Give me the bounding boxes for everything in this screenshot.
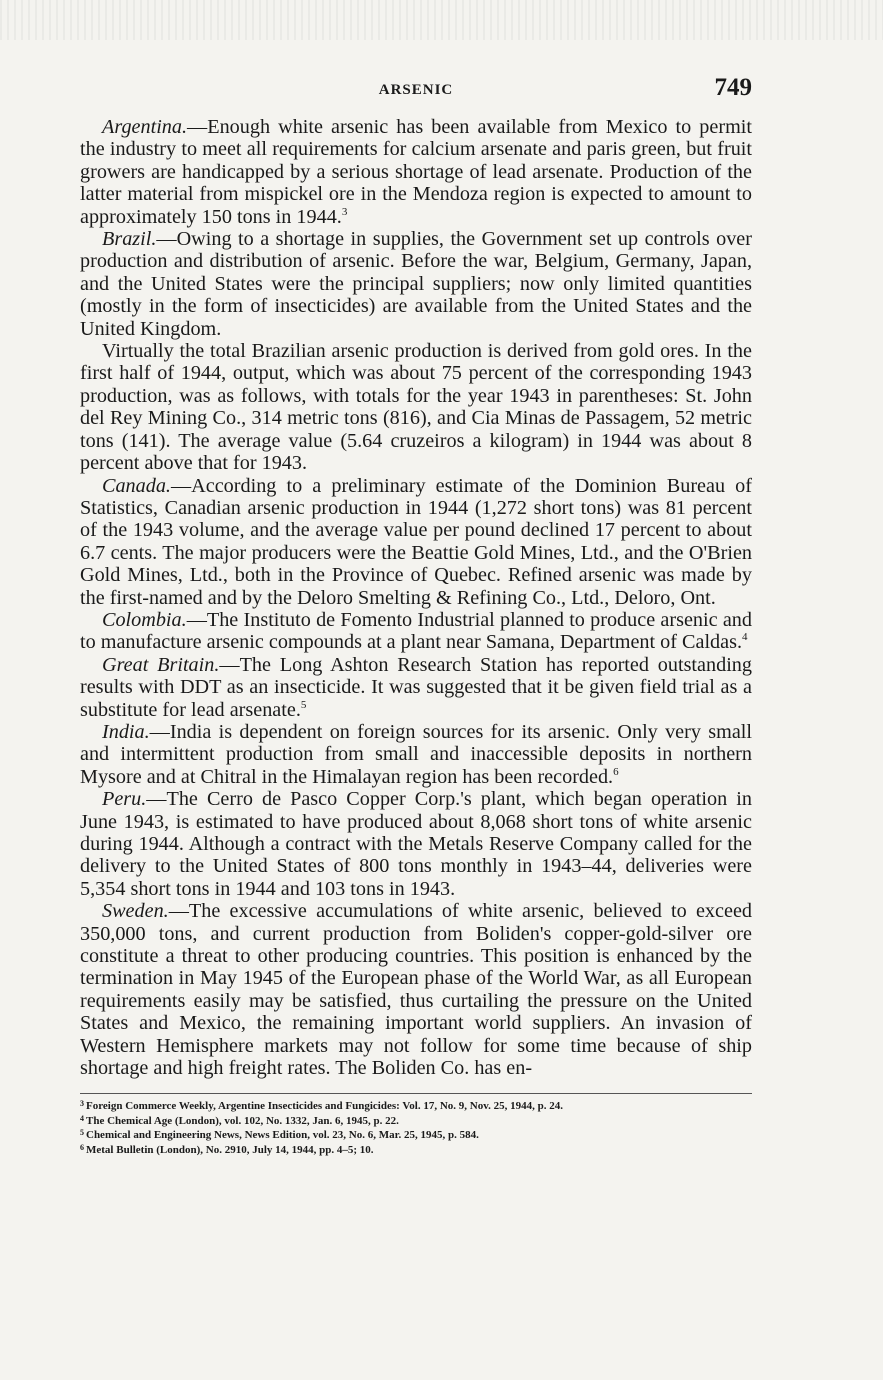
country-heading: Colombia. [102, 608, 187, 631]
body-text [80, 116, 752, 1079]
country-heading: Peru. [102, 788, 147, 811]
footnote-text: Foreign Commerce Weekly, Argentine Insecticides and Fungicides: Vol. 17, No. 9, Nov. 25, 1944, p. 24. [86, 1100, 563, 1113]
paragraph-text: —Enough white arsenic has been available from Mexico to permit the industry to meet all requirements for calcium arsenate and paris green, but fruit growers are handicapped by a serious shortage of lead arsenate. Production of the latter material from mispickel ore in the Mendoza region is expected to amount to approximately 150 tons in 1944. [80, 116, 752, 228]
paragraph-peru [80, 788, 752, 900]
footnotes [80, 1093, 752, 1156]
footnote-mark: 3 [80, 1099, 84, 1109]
paragraph-text: —The Instituto de Fomento Industrial planned to produce arsenic and to manufacture arsenic compounds at a plant near Samana, Department of Caldas. [80, 608, 752, 654]
paragraph-great-britain [80, 654, 752, 721]
country-heading: India. [102, 720, 150, 743]
paragraph-text: —The Cerro de Pasco Copper Corp.'s plant, which began operation in June 1943, is estimated to have produced about 8,068 short tons of white arsenic during 1944. Although a contract with the Metals Reserve Company called for the delivery to the United States of 800 tons monthly in 1943–44, deliveries were 5,354 short tons in 1944 and 103 tons in 1943. [80, 788, 752, 900]
paragraph-brazil-production [80, 340, 752, 474]
footnote-mark: 4 [80, 1113, 84, 1123]
footnote-text: The Chemical Age (London), vol. 102, No. 1332, Jan. 6, 1945, p. 22. [86, 1114, 399, 1127]
running-head: ARSENIC [378, 82, 454, 98]
footnote [80, 1127, 752, 1142]
paragraph-argentina [80, 116, 752, 228]
footnote-ref: 5 [300, 698, 307, 711]
footnote-text: Chemical and Engineering News, News Edition, vol. 23, No. 6, Mar. 25, 1945, p. 584. [86, 1129, 479, 1142]
footnote [80, 1113, 752, 1128]
footnote-text: Metal Bulletin (London), No. 2910, July 14, 1944, pp. 4–5; 10. [86, 1143, 374, 1156]
scan-noise [0, 0, 883, 40]
country-heading: Canada. [102, 474, 171, 497]
paragraph-text: Virtually the total Brazilian arsenic production is derived from gold ores. In the first half of 1944, output, which was about 75 percent of the corresponding 1943 production, was as follows, with totals for the year 1943 in parentheses: St. John del Rey Mining Co., 314 metric tons (816), and Cia Minas de Passagem, 52 metric tons (141). The average value (5.64 cruzeiros a kilogram) in 1944 was about 8 percent above that for 1943. [80, 340, 752, 475]
footnote-ref: 3 [341, 205, 348, 218]
page-number: 749 [714, 74, 752, 101]
paragraph-text: —According to a preliminary estimate of the Dominion Bureau of Statistics, Canadian arsenic production in 1944 (1,272 short tons) was 81 percent of the 1943 volume, and the average value per pound declined 17 percent to about 6.7 cents. The major producers were the Beattie Gold Mines, Ltd., and the O'Brien Gold Mines, Ltd., both in the Province of Quebec. Refined arsenic was made by the first-named and by the Deloro Smelting & Refining Co., Ltd., Deloro, Ont. [80, 474, 752, 609]
paragraph-text: —Owing to a shortage in supplies, the Government set up controls over production and distribution of arsenic. Before the war, Belgium, Germany, Japan, and the United States were the principal suppliers; now only limited quantities (mostly in the form of insecticides) are available from the United States and the United Kingdom. [80, 228, 752, 340]
footnote-ref: 4 [742, 631, 748, 644]
paragraph-sweden [80, 900, 752, 1079]
footnote [80, 1142, 752, 1157]
paragraph-colombia [80, 609, 752, 654]
paragraph-text: —The excessive accumulations of white arsenic, believed to exceed 350,000 tons, and current production from Boliden's copper-gold-silver ore constitute a threat to other producing countries. This position is enhanced by the termination in May 1945 of the European phase of the World War, as all European requirements easily may be satisfied, thus curtailing the pressure on the United States and Mexico, the remaining important world suppliers. An invasion of Western Hemisphere markets may not follow for some time because of ship shortage and high freight rates. The Boliden Co. has en- [80, 900, 752, 1080]
country-heading: Brazil. [102, 228, 157, 251]
page-header [80, 72, 752, 116]
country-heading: Argentina. [102, 116, 188, 138]
paragraph-india [80, 721, 752, 788]
paragraph-text: —The Long Ashton Research Station has reported outstanding results with DDT as an insecticide. It was suggested that it be given field trial as a substitute for lead arsenate. [80, 653, 752, 721]
document-page [80, 72, 752, 1156]
footnote [80, 1098, 752, 1113]
paragraph-text: —India is dependent on foreign sources for its arsenic. Only very small and intermittent production from small and inaccessible deposits in northern Mysore and at Chitral in the Himalayan region has been recorded. [80, 720, 752, 788]
footnote-ref: 6 [613, 765, 619, 778]
country-heading: Sweden. [102, 900, 169, 923]
footnote-mark: 6 [80, 1142, 84, 1152]
paragraph-brazil [80, 228, 752, 340]
country-heading: Great Britain. [102, 653, 220, 676]
footnote-mark: 5 [80, 1128, 84, 1138]
paragraph-canada [80, 475, 752, 609]
